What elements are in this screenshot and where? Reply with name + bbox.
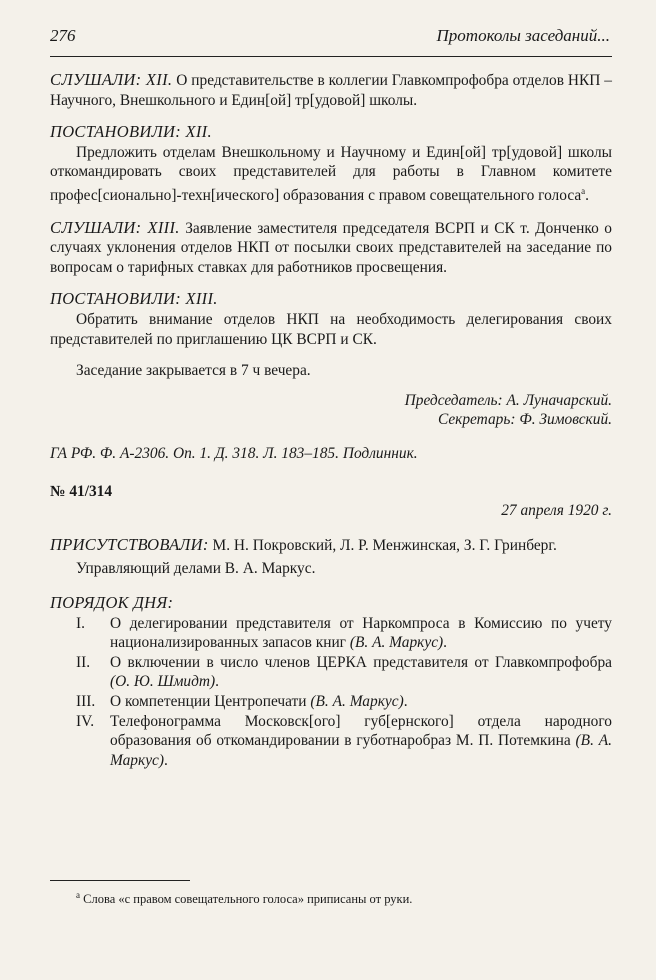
document-body	[50, 70, 612, 770]
archive-reference: ГА РФ. Ф. А-2306. Оп. 1. Д. 318. Л. 183–185. Подлинник.	[50, 445, 418, 463]
footnote	[76, 887, 606, 907]
resolved-13-label-line	[50, 289, 612, 310]
header-rule	[50, 56, 612, 57]
footnote-text: Слова «с правом совещательного голоса» приписаны от руки.	[83, 892, 413, 907]
agenda-item-number: IV.	[76, 712, 95, 730]
resolved-12-label: ПОСТАНОВИЛИ: XII.	[50, 122, 212, 142]
present-text: М. Н. Покровский, Л. Р. Менжинская, З. Г. Гринберг.	[212, 536, 557, 554]
agenda-item-number: I.	[76, 614, 85, 632]
running-title: Протоколы заседаний...	[436, 26, 610, 45]
agenda-item	[50, 712, 612, 771]
manager-line: Управляющий делами В. А. Маркус.	[76, 560, 316, 578]
secretary-signature: Секретарь: Ф. Зимовский.	[437, 411, 612, 429]
footnote-rule	[50, 880, 190, 881]
agenda-item	[50, 653, 612, 692]
agenda-item-text: О делегировании представителя от Наркомпроса в Комиссию по учету национализированных запасов книг (В. А. Маркус).	[110, 614, 612, 652]
agenda-item-number: III.	[76, 692, 96, 710]
heard-12	[50, 70, 612, 110]
agenda-item-text: О компетенции Центропечати (В. А. Маркус).	[110, 692, 408, 710]
heard-13	[50, 218, 612, 278]
present-label: ПРИСУТСТВОВАЛИ:	[50, 534, 209, 554]
resolved-13-text: Обратить внимание отделов НКП на необходимость делегирования своих представителей по приглашению ЦК ВСРП и СК.	[50, 311, 612, 348]
agenda-item-number: II.	[76, 653, 91, 671]
heard-13-text: Заявление заместителя председателя ВСРП и СК т. Донченко о случаях уклонения отделов НКП от посылки своих представителей на заседание по вопросам о тарифных ставках для работников просвещения.	[50, 219, 612, 276]
agenda-label: ПОРЯДОК ДНЯ:	[50, 593, 174, 612]
heard-12-text: О представительстве в коллегии Главкомпрофобра отделов НКП – Научного, Внешкольного и Един[ой] тр[удовой] школы.	[50, 72, 612, 109]
agenda-list	[50, 614, 612, 771]
resolved-12-text: Предложить отделам Внешкольному и Научному и Един[ой] тр[удовой] школы откомандировать своих представителей для работы в Главном комитете профес[сионально]-техн[ического] образования с правом совещательного голоса	[50, 143, 612, 205]
protocol-date: 27 апреля 1920 г.	[501, 502, 612, 520]
heard-13-label: СЛУШАЛИ: XIII.	[50, 217, 180, 237]
protocol-number: № 41/314	[50, 482, 113, 500]
footnote-ref: a	[581, 185, 586, 196]
present	[50, 535, 612, 556]
chairman-signature: Председатель: А. Луначарский.	[404, 391, 612, 409]
heard-12-label: СЛУШАЛИ: XII.	[50, 70, 173, 89]
agenda-item	[50, 614, 612, 653]
agenda-item	[50, 692, 612, 712]
page-number: 276	[50, 26, 76, 45]
closing-line: Заседание закрывается в 7 ч вечера.	[76, 362, 311, 380]
resolved-12: Предложить отделам Внешкольному и Научному и Един[ой] тр[удовой] школы откомандировать своих представителей для работы в Главном комитете профес[сионально]-техн[ического] образования с правом совещательного голоса$^a$.	[50, 143, 612, 205]
resolved-13-label: ПОСТАНОВИЛИ: XIII.	[50, 289, 218, 309]
resolved-12-label-line	[50, 122, 612, 143]
agenda-item-text: Телефонограмма Московск[ого] губ[ернского] отдела народного образования об откомандировании в губотнаробраз М. П. Потемкина (В. А. Маркус).	[110, 712, 612, 769]
agenda-item-text: О включении в число членов ЦЕРКА представителя от Главкомпрофобра (О. Ю. Шмидт).	[110, 653, 612, 691]
resolved-13	[50, 310, 612, 349]
agenda-label-line	[50, 593, 612, 614]
footnote-mark: a	[76, 890, 80, 900]
page-header	[50, 26, 610, 56]
